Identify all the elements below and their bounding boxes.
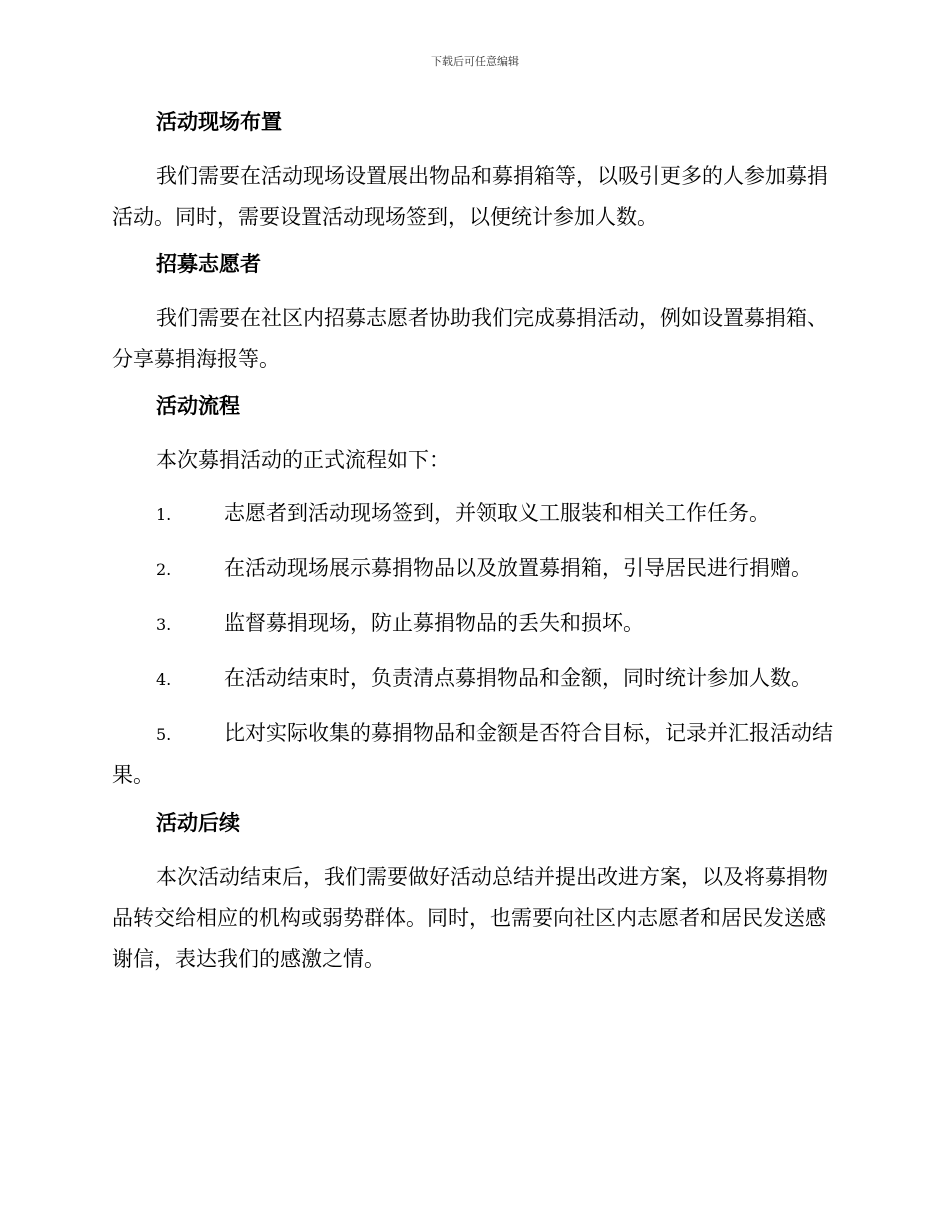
step-number: 1. [156, 505, 172, 524]
process-step-5 [112, 713, 836, 796]
page-header: 下载后可任意编辑 [431, 55, 519, 68]
document-body [112, 108, 836, 992]
section-paragraph-followup: 本次活动结束后，我们需要做好活动总结并提出改进方案，以及将募捐物品转交给相应的机构或弱势群体。同时，也需要向社区内志愿者和居民发送感谢信，表达我们的感激之情。 [112, 865, 828, 971]
step-number: 3. [156, 615, 172, 634]
process-step-1 [112, 493, 836, 535]
section-paragraph-setup: 我们需要在活动现场设置展出物品和募捐箱等，以吸引更多的人参加募捐活动。同时，需要设置活动现场签到，以便统计参加人数。 [112, 164, 828, 229]
process-step-4 [112, 658, 836, 700]
section-paragraph-volunteers: 我们需要在社区内招募志愿者协助我们完成募捐活动，例如设置募捐箱、分享募捐海报等。 [112, 306, 828, 371]
step-number: 2. [156, 560, 172, 579]
section-heading-setup: 活动现场布置 [156, 109, 282, 134]
step-number: 4. [156, 670, 172, 689]
section-heading-followup: 活动后续 [156, 810, 240, 835]
process-step-3 [112, 603, 836, 645]
section-heading-process: 活动流程 [156, 393, 240, 418]
process-intro: 本次募捐活动的正式流程如下： [156, 448, 450, 472]
step-number: 5. [156, 725, 172, 744]
process-step-2 [112, 548, 836, 590]
step-text: 比对实际收集的募捐物品和金额是否符合目标，记录并汇报活动结果。 [112, 721, 833, 787]
step-text: 在活动现场展示募捐物品以及放置募捐箱，引导居民进行捐赠。 [224, 556, 812, 580]
step-text: 在活动结束时，负责清点募捐物品和金额，同时统计参加人数。 [224, 666, 812, 690]
section-heading-volunteers: 招募志愿者 [156, 251, 261, 276]
step-text: 监督募捐现场，防止募捐物品的丢失和损坏。 [224, 611, 644, 635]
step-text: 志愿者到活动现场签到，并领取义工服装和相关工作任务。 [224, 501, 770, 525]
